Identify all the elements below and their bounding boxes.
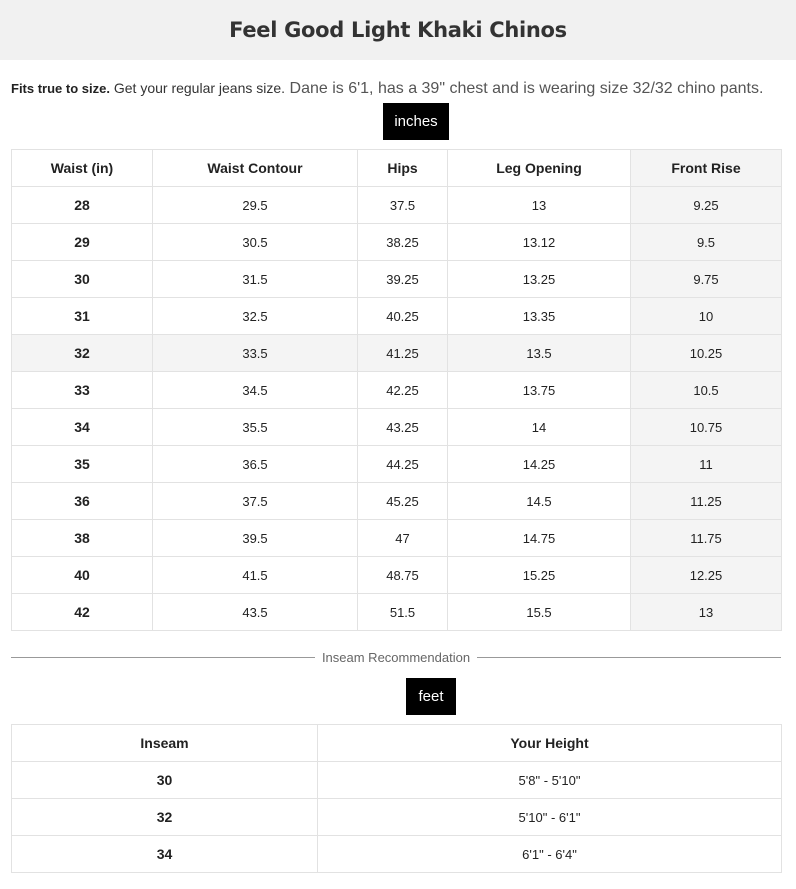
table-row <box>12 836 782 873</box>
table-row <box>12 409 782 446</box>
fit-note <box>11 80 791 98</box>
fit-note-strong: Fits true to size. <box>11 81 110 96</box>
cell-waist-contour: 39.5 <box>153 520 358 557</box>
page-title: Feel Good Light Khaki Chinos <box>229 18 567 42</box>
cell-waist-contour: 29.5 <box>153 187 358 224</box>
cell-leg-opening: 14.25 <box>448 446 631 483</box>
cell-inseam: 32 <box>12 799 318 836</box>
cell-waist: 34 <box>12 409 153 446</box>
column-header-leg-opening: Leg Opening <box>448 150 631 187</box>
table-row <box>12 594 782 631</box>
cell-leg-opening: 13 <box>448 187 631 224</box>
cell-front-rise: 10.75 <box>631 409 782 446</box>
cell-waist-contour: 33.5 <box>153 335 358 372</box>
column-header-waist-contour: Waist Contour <box>153 150 358 187</box>
inseam-table <box>11 724 782 873</box>
table-row <box>12 187 782 224</box>
table-row <box>12 261 782 298</box>
cell-waist-contour: 41.5 <box>153 557 358 594</box>
column-header-waist: Waist (in) <box>12 150 153 187</box>
cell-hips: 43.25 <box>358 409 448 446</box>
cell-leg-opening: 14.75 <box>448 520 631 557</box>
column-header-front-rise: Front Rise <box>631 150 782 187</box>
cell-waist-contour: 30.5 <box>153 224 358 261</box>
table-row <box>12 557 782 594</box>
cell-waist: 29 <box>12 224 153 261</box>
divider-line <box>11 657 315 658</box>
cell-waist-contour: 34.5 <box>153 372 358 409</box>
inseam-divider <box>11 648 781 666</box>
inseam-header-row <box>12 725 782 762</box>
fit-note-regular: Get your regular jeans size. <box>109 80 286 96</box>
inseam-section-label: Inseam Recommendation <box>321 649 471 665</box>
column-header-hips: Hips <box>358 150 448 187</box>
cell-waist-contour: 43.5 <box>153 594 358 631</box>
cell-leg-opening: 13.5 <box>448 335 631 372</box>
table-row <box>12 298 782 335</box>
table-row <box>12 446 782 483</box>
cell-front-rise: 13 <box>631 594 782 631</box>
cell-your-height: 6'1" - 6'4" <box>318 836 782 873</box>
cell-front-rise: 9.25 <box>631 187 782 224</box>
divider-line <box>477 657 781 658</box>
cell-waist: 32 <box>12 335 153 372</box>
cell-waist: 38 <box>12 520 153 557</box>
cell-inseam: 30 <box>12 762 318 799</box>
cell-front-rise: 9.5 <box>631 224 782 261</box>
table-row <box>12 799 782 836</box>
cell-leg-opening: 13.12 <box>448 224 631 261</box>
cell-leg-opening: 13.25 <box>448 261 631 298</box>
cell-front-rise: 11.25 <box>631 483 782 520</box>
cell-hips: 41.25 <box>358 335 448 372</box>
cell-waist: 30 <box>12 261 153 298</box>
cell-waist: 31 <box>12 298 153 335</box>
cell-front-rise: 10.5 <box>631 372 782 409</box>
cell-hips: 45.25 <box>358 483 448 520</box>
cell-waist-contour: 35.5 <box>153 409 358 446</box>
cell-waist-contour: 32.5 <box>153 298 358 335</box>
table-row <box>12 762 782 799</box>
column-header-your-height: Your Height <box>318 725 782 762</box>
cell-hips: 37.5 <box>358 187 448 224</box>
cell-hips: 42.25 <box>358 372 448 409</box>
cell-leg-opening: 13.75 <box>448 372 631 409</box>
cell-hips: 39.25 <box>358 261 448 298</box>
cell-waist: 35 <box>12 446 153 483</box>
cell-waist-contour: 36.5 <box>153 446 358 483</box>
cell-your-height: 5'8" - 5'10" <box>318 762 782 799</box>
cell-your-height: 5'10" - 6'1" <box>318 799 782 836</box>
unit-toggle-feet[interactable]: feet <box>406 678 456 715</box>
cell-front-rise: 11 <box>631 446 782 483</box>
cell-hips: 51.5 <box>358 594 448 631</box>
cell-leg-opening: 15.25 <box>448 557 631 594</box>
cell-hips: 38.25 <box>358 224 448 261</box>
cell-waist: 28 <box>12 187 153 224</box>
cell-hips: 40.25 <box>358 298 448 335</box>
cell-leg-opening: 14 <box>448 409 631 446</box>
cell-hips: 44.25 <box>358 446 448 483</box>
cell-waist-contour: 31.5 <box>153 261 358 298</box>
cell-waist: 36 <box>12 483 153 520</box>
table-row <box>12 372 782 409</box>
fit-note-model: Dane is 6'1, has a 39" chest and is wearing size 32/32 chino pants. <box>285 80 764 97</box>
title-bar <box>0 0 796 60</box>
column-header-inseam: Inseam <box>12 725 318 762</box>
cell-leg-opening: 13.35 <box>448 298 631 335</box>
size-chart-table <box>11 149 782 631</box>
cell-waist: 40 <box>12 557 153 594</box>
cell-leg-opening: 15.5 <box>448 594 631 631</box>
cell-front-rise: 11.75 <box>631 520 782 557</box>
unit-toggle-inches[interactable]: inches <box>383 103 449 140</box>
size-chart-header-row <box>12 150 782 187</box>
cell-front-rise: 10.25 <box>631 335 782 372</box>
cell-hips: 48.75 <box>358 557 448 594</box>
cell-inseam: 34 <box>12 836 318 873</box>
table-row <box>12 520 782 557</box>
cell-front-rise: 9.75 <box>631 261 782 298</box>
cell-leg-opening: 14.5 <box>448 483 631 520</box>
table-row <box>12 335 782 372</box>
cell-front-rise: 10 <box>631 298 782 335</box>
cell-front-rise: 12.25 <box>631 557 782 594</box>
cell-waist: 33 <box>12 372 153 409</box>
table-row <box>12 224 782 261</box>
table-row <box>12 483 782 520</box>
cell-hips: 47 <box>358 520 448 557</box>
cell-waist-contour: 37.5 <box>153 483 358 520</box>
cell-waist: 42 <box>12 594 153 631</box>
